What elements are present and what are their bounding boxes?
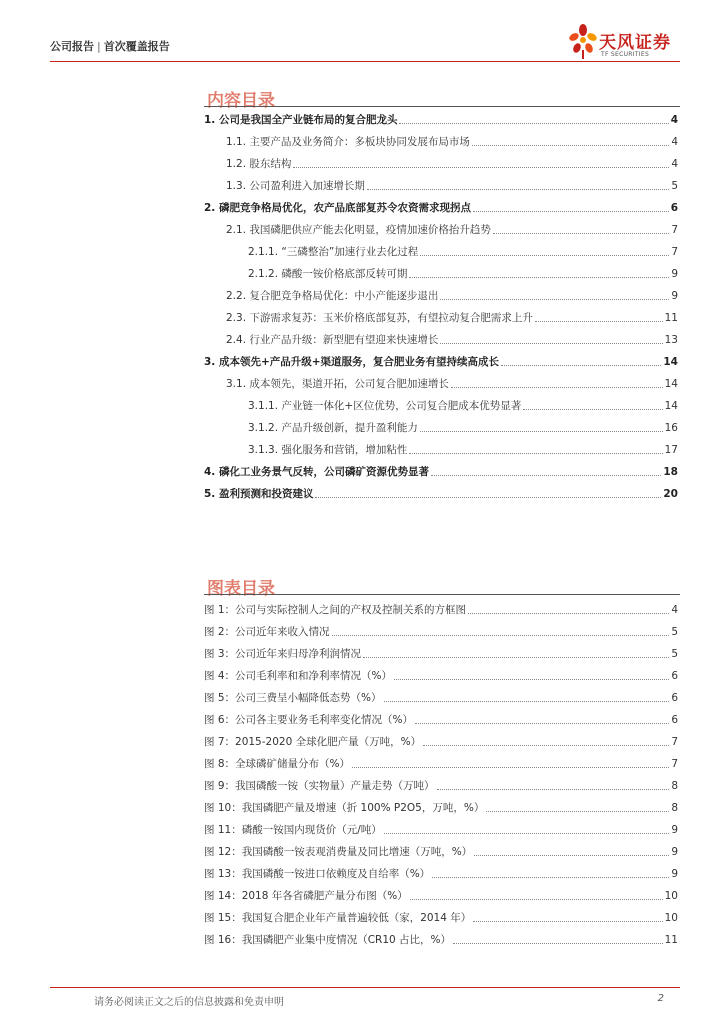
figure-entry[interactable]: 图 2：公司近年来收入情况 5 bbox=[204, 626, 678, 638]
logo-english-name: TF SECURITIES bbox=[601, 51, 650, 58]
figure-entry[interactable]: 图 11：磷酸一铵国内现货价（元/吨） 9 bbox=[204, 824, 678, 836]
toc-entry[interactable]: 3.1.1. 产业链一体化+区位优势，公司复合肥成本优势显著 14 bbox=[248, 400, 678, 412]
figure-entry[interactable]: 图 12：我国磷酸一铵表观消费量及同比增速（万吨，%） 9 bbox=[204, 846, 678, 858]
header-divider bbox=[50, 61, 680, 62]
toc-entry[interactable]: 1.3. 公司盈利进入加速增长期 5 bbox=[226, 180, 678, 192]
figure-entry[interactable]: 图 9：我国磷酸一铵（实物量）产量走势（万吨） 8 bbox=[204, 780, 678, 792]
toc-entry[interactable]: 2.3. 下游需求复苏：玉米价格底部复苏，有望拉动复合肥需求上升 11 bbox=[226, 312, 678, 324]
figure-entry[interactable]: 图 7：2015-2020 全球化肥产量（万吨，%） 7 bbox=[204, 736, 678, 748]
report-subtype: 首次覆盖报告 bbox=[103, 40, 170, 53]
figure-entry[interactable]: 图 14：2018 年各省磷肥产量分布图（%） 10 bbox=[204, 890, 678, 902]
toc-entry[interactable]: 4. 磷化工业务景气反转，公司磷矿资源优势显著 18 bbox=[204, 466, 678, 478]
toc-entry[interactable]: 1.1. 主要产品及业务简介：多板块协同发展布局市场 4 bbox=[226, 136, 678, 148]
toc-entry[interactable]: 3.1. 成本领先，渠道开拓，公司复合肥加速增长 14 bbox=[226, 378, 678, 390]
toc-entry[interactable]: 2.2. 复合肥竞争格局优化：中小产能逐步退出 9 bbox=[226, 290, 678, 302]
report-type-label bbox=[50, 38, 170, 54]
toc-title-divider bbox=[204, 106, 680, 107]
flower-logo-icon bbox=[568, 22, 598, 60]
logo-chinese-name: 天风证券 bbox=[599, 33, 671, 53]
toc-entry[interactable]: 1. 公司是我国全产业链布局的复合肥龙头 4 bbox=[204, 114, 678, 126]
header-separator: | bbox=[97, 40, 101, 53]
toc-title: 内容目录 bbox=[207, 91, 275, 111]
footer-disclaimer: 请务必阅读正文之后的信息披露和免责申明 bbox=[94, 997, 284, 1008]
figures-title: 图表目录 bbox=[207, 579, 275, 599]
figure-entry[interactable]: 图 15：我国复合肥企业年产量普遍较低（家，2014 年） 10 bbox=[204, 912, 678, 924]
toc-entry[interactable]: 2.1. 我国磷肥供应产能去化明显，疫情加速价格抬升趋势 7 bbox=[226, 224, 678, 236]
figures-title-divider bbox=[204, 594, 680, 595]
page-number: 2 bbox=[657, 993, 664, 1004]
toc-entry[interactable]: 2. 磷肥竞争格局优化，农产品底部复苏令农资需求现拐点 6 bbox=[204, 202, 678, 214]
figure-entry[interactable]: 图 16：我国磷肥产业集中度情况（CR10 占比，%） 11 bbox=[204, 934, 678, 946]
figure-entry[interactable]: 图 4：公司毛利率和和净利率情况（%） 6 bbox=[204, 670, 678, 682]
company-logo bbox=[568, 22, 678, 62]
toc-entry[interactable]: 3. 成本领先+产品升级+渠道服务，复合肥业务有望持续高成长 14 bbox=[204, 356, 678, 368]
figure-entry[interactable]: 图 6：公司各主要业务毛利率变化情况（%） 6 bbox=[204, 714, 678, 726]
toc-entry[interactable]: 1.2. 股东结构 4 bbox=[226, 158, 678, 170]
toc-entry[interactable]: 3.1.2. 产品升级创新，提升盈利能力 16 bbox=[248, 422, 678, 434]
figure-entry[interactable]: 图 1：公司与实际控制人之间的产权及控制关系的方框图 4 bbox=[204, 604, 678, 616]
toc-entry[interactable]: 2.4. 行业产品升级：新型肥有望迎来快速增长 13 bbox=[226, 334, 678, 346]
figure-entry[interactable]: 图 8：全球磷矿储量分布（%） 7 bbox=[204, 758, 678, 770]
report-type: 公司报告 bbox=[50, 40, 94, 53]
figure-entry[interactable]: 图 5：公司三费呈小幅降低态势（%） 6 bbox=[204, 692, 678, 704]
figure-entry[interactable]: 图 13：我国磷酸一铵进口依赖度及自给率（%） 9 bbox=[204, 868, 678, 880]
figure-entry[interactable]: 图 10：我国磷肥产量及增速（折 100% P2O5，万吨，%） 8 bbox=[204, 802, 678, 814]
figure-entry[interactable]: 图 3：公司近年来归母净利润情况 5 bbox=[204, 648, 678, 660]
footer-divider bbox=[50, 987, 680, 988]
toc-entry[interactable]: 2.1.2. 磷酸一铵价格底部反转可期 9 bbox=[248, 268, 678, 280]
toc-entry[interactable]: 2.1.1. “三磷整治”加速行业去化过程 7 bbox=[248, 246, 678, 258]
toc-entry[interactable]: 3.1.3. 强化服务和营销，增加粘性 17 bbox=[248, 444, 678, 456]
toc-entry[interactable]: 5. 盈利预测和投资建议 20 bbox=[204, 488, 678, 500]
